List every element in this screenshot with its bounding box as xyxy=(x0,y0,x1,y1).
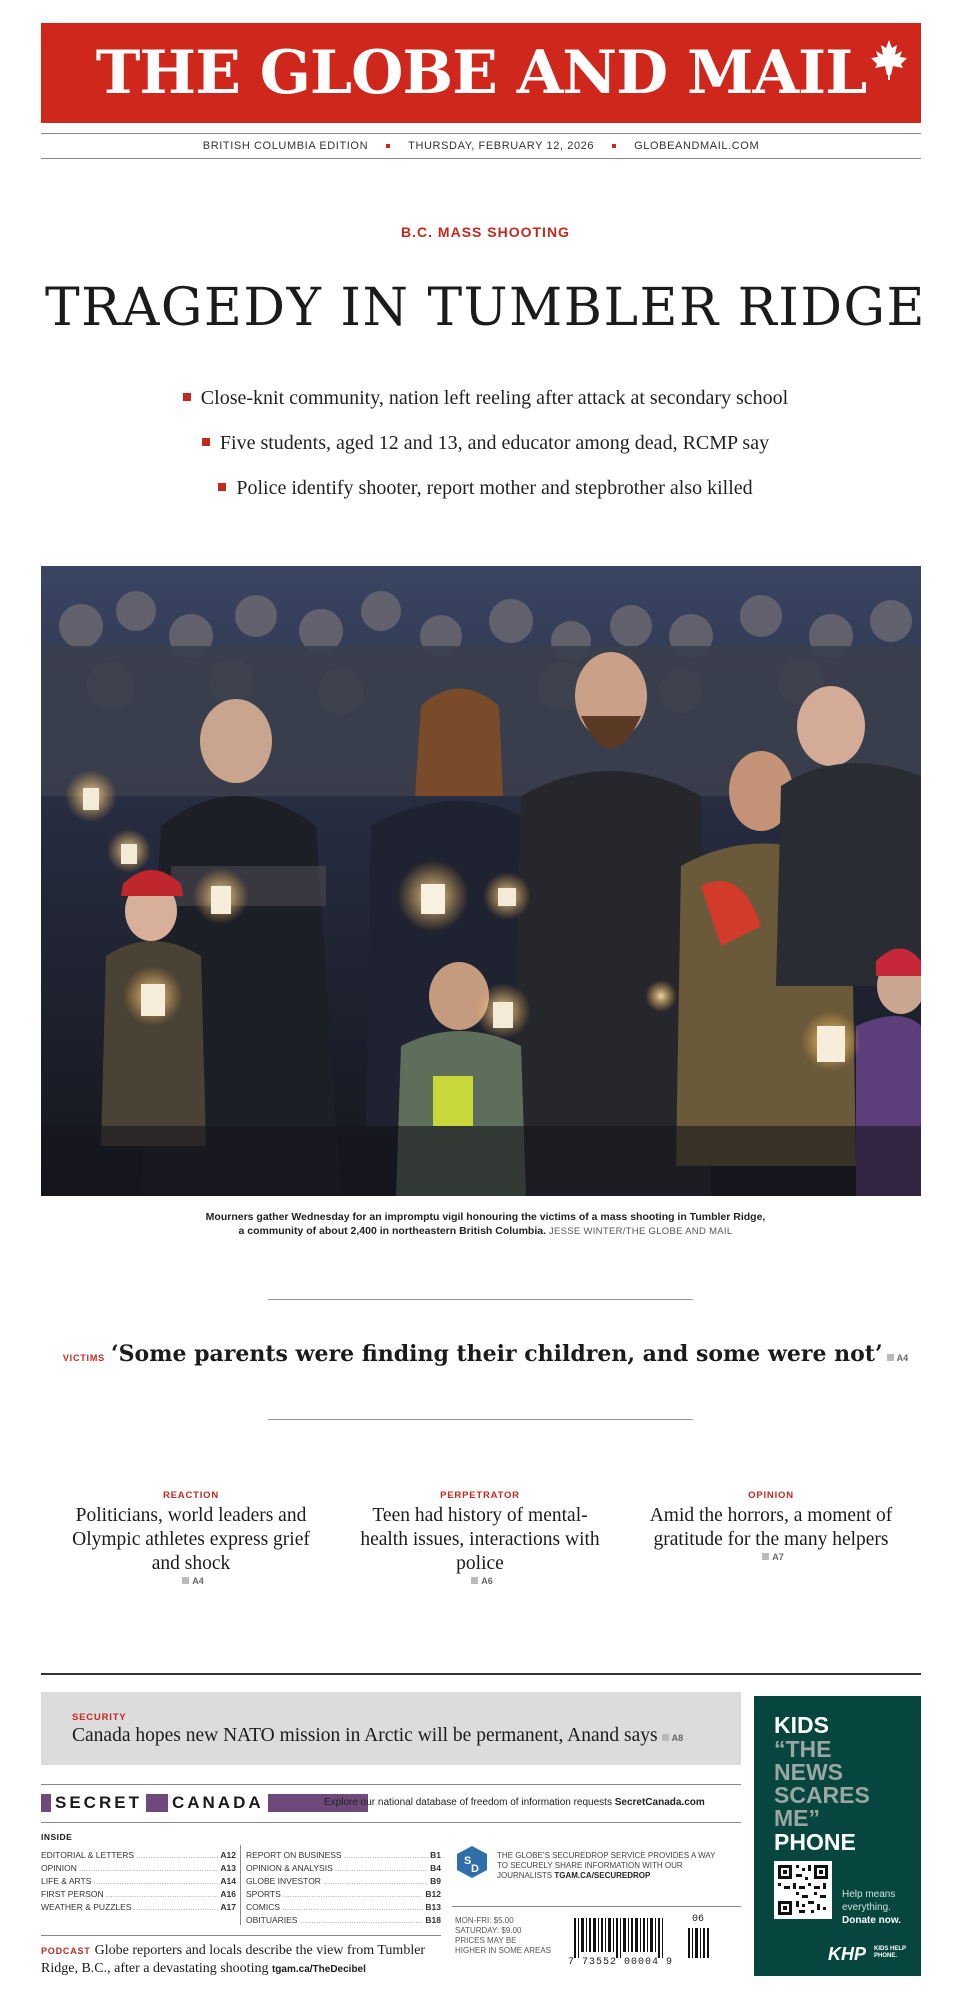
bullet-text: Five students, aged 12 and 13, and educator among dead, RCMP say xyxy=(219,432,770,454)
section-divider xyxy=(41,1673,921,1675)
teaser-label: PERPETRATOR xyxy=(440,1490,520,1501)
teaser-reaction[interactable] xyxy=(66,1490,316,1586)
secret-canada-promo[interactable] xyxy=(41,1793,741,1813)
issue-date: THURSDAY, FEBRUARY 12, 2026 xyxy=(408,140,595,152)
lead-bullet xyxy=(0,380,971,425)
svg-text:S: S xyxy=(464,1855,472,1867)
vigil-photo[interactable] xyxy=(41,566,921,1196)
masthead-title: THE GLOBE AND MAIL xyxy=(95,38,867,108)
podcast-label: PODCAST xyxy=(41,1946,91,1956)
index-row[interactable]: LIFE & ARTS ..... A14 xyxy=(41,1875,236,1888)
quote-text[interactable]: ‘Some parents were finding their children, and some were not’ xyxy=(110,1341,883,1367)
khp-logo: KHP xyxy=(828,1944,867,1964)
teaser-headline[interactable]: Amid the horrors, a moment of gratitude for the many helpers xyxy=(649,1505,893,1550)
column-divider xyxy=(240,1845,241,1925)
edition-name: BRITISH COLUMBIA EDITION xyxy=(202,140,369,152)
divider xyxy=(41,1935,441,1936)
divider xyxy=(41,1822,741,1823)
security-headline[interactable]: Canada hopes new NATO mission in Arctic will be permanent, Anand says A8 xyxy=(72,1725,684,1746)
page-reference: A4 xyxy=(66,1576,316,1586)
teaser-label: OPINION xyxy=(748,1490,794,1501)
index-row[interactable]: REPORT ON BUSINESS ..... B1 xyxy=(246,1849,441,1862)
podcast-promo[interactable] xyxy=(41,1942,451,1979)
ad-help-text: Help means everything. Donate now. xyxy=(842,1889,902,1926)
index-row[interactable]: EDITORIAL & LETTERS ..... A12 xyxy=(41,1849,236,1862)
svg-text:D: D xyxy=(471,1863,479,1875)
index-row[interactable]: OPINION ..... A13 xyxy=(41,1862,236,1875)
security-label: SECURITY xyxy=(72,1712,127,1723)
bullet-square-icon xyxy=(202,438,210,446)
website-link[interactable]: GLOBEANDMAIL.COM xyxy=(634,140,760,152)
index-row[interactable]: SPORTS ..... B12 xyxy=(246,1888,441,1901)
barcode-icon xyxy=(574,1918,664,1958)
bullet-square-icon xyxy=(183,393,191,401)
photo-credit: JESSE WINTER/THE GLOBE AND MAIL xyxy=(548,1226,733,1237)
masthead xyxy=(41,23,921,123)
price-info: MON-FRI: $5.00 SATURDAY: $9.00 PRICES MAY BE HIGHER IN SOME AREAS xyxy=(455,1916,552,1955)
index-row[interactable]: GLOBE INVESTOR ..... B9 xyxy=(246,1875,441,1888)
ad-line3: PHONE xyxy=(774,1829,856,1855)
lead-bullets xyxy=(0,380,971,515)
edition-bar xyxy=(41,133,921,159)
index-row[interactable]: OBITUARIES ..... B18 xyxy=(246,1914,441,1927)
securedrop-text[interactable]: THE GLOBE’S SECUREDROP SERVICE PROVIDES A WAY TO SECURELY SHARE INFORMATION WITH OUR JOURNALISTS TGAM.CA/SECUREDROP xyxy=(497,1851,716,1880)
page-reference: A7 xyxy=(646,1552,896,1562)
ad-line1: KIDS xyxy=(774,1712,829,1738)
kids-help-phone-ad[interactable] xyxy=(754,1696,921,1976)
caption-text-line2: a community of about 2,400 in northeastern British Columbia. xyxy=(238,1225,547,1237)
ad-line2: “THE NEWS SCARES ME” xyxy=(774,1736,870,1831)
caption-text: Mourners gather Wednesday for an impromptu vigil honouring the victims of a mass shooting in Tumbler Ridge, xyxy=(205,1211,766,1223)
secret-canada-logo: SECRET CANADA xyxy=(41,1793,368,1813)
teaser-opinion[interactable] xyxy=(646,1490,896,1562)
khp-logo-small: KIDS HELP PHONE. xyxy=(874,1946,906,1959)
podcast-link[interactable]: tgam.ca/TheDecibel xyxy=(271,1964,366,1975)
securedrop-icon xyxy=(456,1845,488,1879)
qr-code-icon[interactable] xyxy=(774,1861,832,1919)
index-row[interactable]: FIRST PERSON ..... A16 xyxy=(41,1888,236,1901)
bullet-text: Police identify shooter, report mother and stepbrother also killed xyxy=(236,477,753,499)
inside-index-col2 xyxy=(246,1849,441,1927)
bullet-text: Close-knit community, nation left reeling after attack at secondary school xyxy=(200,387,789,409)
teaser-label: REACTION xyxy=(162,1490,219,1501)
separator-dot xyxy=(386,144,390,148)
divider xyxy=(268,1299,693,1300)
teaser-headline[interactable]: Teen had history of mental-health issues, interactions with police xyxy=(360,1505,600,1574)
issue-number: 06 xyxy=(692,1914,705,1925)
vigil-photo-illustration xyxy=(41,566,921,1196)
quote-teaser[interactable] xyxy=(0,1341,971,1367)
quote-label: VICTIMS xyxy=(62,1353,105,1363)
lead-bullet xyxy=(0,425,971,470)
inside-index-col1 xyxy=(41,1849,236,1914)
page-reference: A4 xyxy=(883,1353,909,1363)
secret-canada-text[interactable]: Explore our national database of freedom of information requests SecretCanada.com xyxy=(324,1797,705,1808)
lead-headline[interactable]: TRAGEDY IN TUMBLER RIDGE xyxy=(44,278,927,338)
divider xyxy=(452,1906,741,1907)
page-reference: A6 xyxy=(355,1576,605,1586)
teaser-headline[interactable]: Politicians, world leaders and Olympic athletes express grief and shock xyxy=(72,1505,310,1574)
divider xyxy=(41,1784,741,1785)
podcast-text: Globe reporters and locals describe the view from Tumbler Ridge, B.C., after a devastating shooting xyxy=(41,1943,426,1976)
index-row[interactable]: WEATHER & PUZZLES ..... A17 xyxy=(41,1901,236,1914)
divider xyxy=(268,1419,693,1420)
issue-barcode-icon xyxy=(688,1928,710,1958)
teaser-perpetrator[interactable] xyxy=(355,1490,605,1586)
bullet-square-icon xyxy=(218,483,226,491)
security-teaser[interactable] xyxy=(41,1692,741,1765)
lead-kicker: B.C. MASS SHOOTING xyxy=(401,224,570,240)
inside-label: INSIDE xyxy=(41,1832,73,1842)
photo-caption xyxy=(0,1210,971,1239)
lead-bullet xyxy=(0,470,971,515)
index-row[interactable]: OPINION & ANALYSIS ..... B4 xyxy=(246,1862,441,1875)
separator-dot xyxy=(612,144,616,148)
maple-leaf-icon xyxy=(869,39,909,81)
index-row[interactable]: COMICS ..... B13 xyxy=(246,1901,441,1914)
barcode-number: 7 73552 00004 9 xyxy=(568,1957,674,1968)
